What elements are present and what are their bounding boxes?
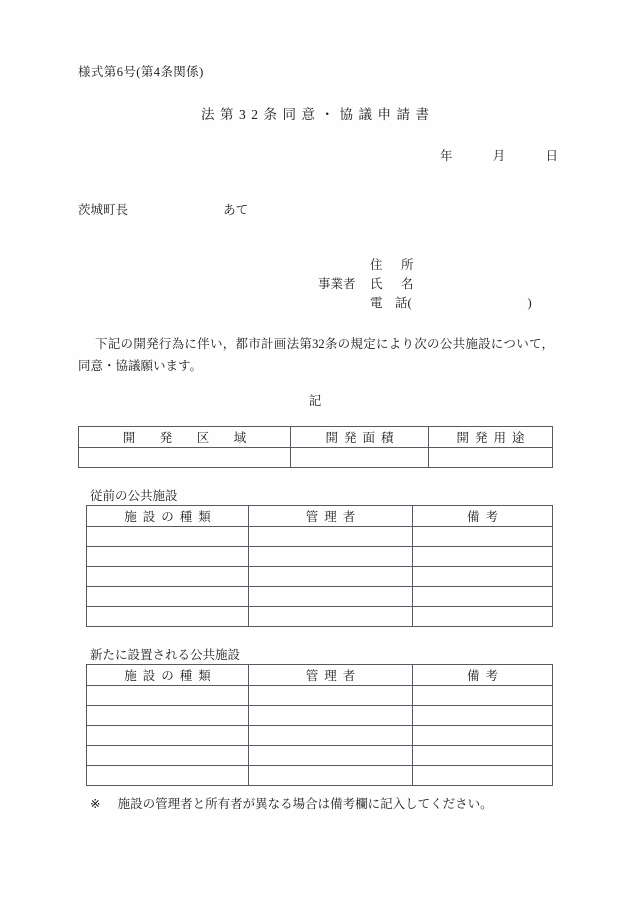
cell-administrator[interactable] bbox=[249, 607, 413, 627]
cell-facility-type[interactable] bbox=[87, 587, 249, 607]
applicant-phone-close-paren: ) bbox=[527, 296, 532, 310]
cell-facility-type[interactable] bbox=[87, 547, 249, 567]
body-paragraph: 下記の開発行為に伴い，都市計画法第32条の規定により次の公共施設について，同意・協議願います。 bbox=[78, 337, 554, 373]
development-region-table bbox=[78, 426, 553, 468]
cell-administrator[interactable] bbox=[249, 706, 413, 726]
header-remarks: 備考 bbox=[413, 665, 553, 686]
cell-administrator[interactable] bbox=[249, 527, 413, 547]
cell-facility-type[interactable] bbox=[87, 766, 249, 786]
applicant-tag-label: 事業者 bbox=[318, 277, 356, 291]
applicant-phone-row bbox=[318, 293, 532, 312]
addressee-recipient: 茨城町長 bbox=[78, 203, 129, 217]
header-administrator: 管理者 bbox=[249, 665, 413, 686]
table-row bbox=[87, 547, 553, 567]
new-facilities-table bbox=[86, 664, 553, 786]
header-development-size: 開発面積 bbox=[291, 427, 429, 448]
cell-facility-type[interactable] bbox=[87, 567, 249, 587]
header-administrator: 管理者 bbox=[249, 506, 413, 527]
cell-administrator[interactable] bbox=[249, 587, 413, 607]
addressee-line bbox=[78, 200, 248, 218]
cell-administrator[interactable] bbox=[249, 547, 413, 567]
applicant-phone-label: 電 話( bbox=[370, 296, 412, 310]
header-facility-type: 施設の種類 bbox=[87, 506, 249, 527]
cell-development-size[interactable] bbox=[291, 448, 429, 468]
ki-marker: 記 bbox=[308, 394, 322, 408]
addressee-suffix: あて bbox=[223, 203, 249, 217]
cell-remarks[interactable] bbox=[413, 527, 553, 547]
applicant-block bbox=[318, 255, 532, 312]
cell-facility-type[interactable] bbox=[87, 686, 249, 706]
existing-facilities-table bbox=[86, 505, 553, 627]
applicant-address-label: 住 所 bbox=[370, 258, 417, 272]
table-row bbox=[87, 766, 553, 786]
table-header-row bbox=[87, 665, 553, 686]
header-development-area: 開 発 区 域 bbox=[79, 427, 291, 448]
cell-remarks[interactable] bbox=[413, 726, 553, 746]
cell-remarks[interactable] bbox=[413, 547, 553, 567]
header-development-use: 開発用途 bbox=[429, 427, 553, 448]
cell-facility-type[interactable] bbox=[87, 706, 249, 726]
table-header-row bbox=[79, 427, 553, 448]
table-row bbox=[87, 706, 553, 726]
applicant-address-row bbox=[318, 255, 532, 274]
cell-administrator[interactable] bbox=[249, 567, 413, 587]
form-number: 様式第6号(第4条関係) bbox=[78, 65, 204, 79]
table-row bbox=[87, 607, 553, 627]
date-month-label: 月 bbox=[492, 149, 506, 163]
table-row bbox=[87, 587, 553, 607]
date-day-label: 日 bbox=[545, 149, 558, 163]
header-remarks: 備考 bbox=[413, 506, 553, 527]
cell-development-use[interactable] bbox=[429, 448, 553, 468]
footnote-text: 施設の管理者と所有者が異なる場合は備考欄に記入してください。 bbox=[117, 797, 493, 811]
cell-facility-type[interactable] bbox=[87, 527, 249, 547]
cell-remarks[interactable] bbox=[413, 746, 553, 766]
table-row bbox=[87, 726, 553, 746]
cell-development-area[interactable] bbox=[79, 448, 291, 468]
cell-remarks[interactable] bbox=[413, 706, 553, 726]
cell-administrator[interactable] bbox=[249, 766, 413, 786]
cell-administrator[interactable] bbox=[249, 686, 413, 706]
cell-remarks[interactable] bbox=[413, 766, 553, 786]
table-row bbox=[87, 686, 553, 706]
cell-facility-type[interactable] bbox=[87, 726, 249, 746]
cell-facility-type[interactable] bbox=[87, 746, 249, 766]
page-title: 法第32条同意・協議申請書 bbox=[201, 107, 435, 122]
cell-remarks[interactable] bbox=[413, 686, 553, 706]
cell-remarks[interactable] bbox=[413, 587, 553, 607]
date-line bbox=[440, 146, 558, 164]
header-facility-type: 施設の種類 bbox=[87, 665, 249, 686]
cell-remarks[interactable] bbox=[413, 567, 553, 587]
table-row bbox=[87, 567, 553, 587]
cell-remarks[interactable] bbox=[413, 607, 553, 627]
table-row bbox=[87, 746, 553, 766]
table-row bbox=[79, 448, 553, 468]
applicant-name-row bbox=[318, 274, 532, 293]
footnote bbox=[90, 794, 493, 812]
new-facilities-caption: 新たに設置される公共施設 bbox=[90, 648, 241, 662]
table-row bbox=[87, 527, 553, 547]
date-year-label: 年 bbox=[439, 149, 453, 163]
cell-administrator[interactable] bbox=[249, 726, 413, 746]
existing-facilities-caption: 従前の公共施設 bbox=[90, 489, 178, 503]
cell-facility-type[interactable] bbox=[87, 607, 249, 627]
table-header-row bbox=[87, 506, 553, 527]
applicant-name-label: 氏 名 bbox=[370, 277, 417, 291]
footnote-mark: ※ bbox=[90, 797, 101, 811]
cell-administrator[interactable] bbox=[249, 746, 413, 766]
